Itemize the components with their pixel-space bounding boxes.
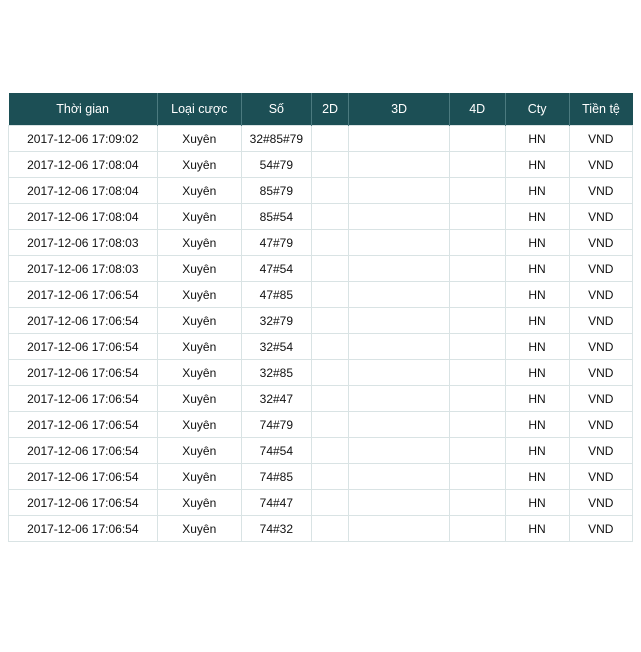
cell-number: 74#32 [241, 516, 311, 542]
table-row[interactable] [9, 516, 633, 542]
cell-3d [349, 204, 449, 230]
cell-2d [311, 490, 349, 516]
cell-4d [449, 126, 505, 152]
cell-cty: HN [505, 256, 569, 282]
cell-currency: VND [569, 438, 632, 464]
cell-cty: HN [505, 334, 569, 360]
cell-currency: VND [569, 282, 632, 308]
cell-2d [311, 152, 349, 178]
cell-cty: HN [505, 386, 569, 412]
column-header-currency[interactable]: Tiền tệ [569, 93, 632, 126]
cell-4d [449, 256, 505, 282]
cell-time: 2017-12-06 17:06:54 [9, 334, 158, 360]
cell-time: 2017-12-06 17:06:54 [9, 464, 158, 490]
cell-time: 2017-12-06 17:09:02 [9, 126, 158, 152]
cell-3d [349, 256, 449, 282]
cell-currency: VND [569, 490, 632, 516]
table-row[interactable] [9, 282, 633, 308]
cell-bet-type: Xuyên [157, 256, 241, 282]
cell-currency: VND [569, 386, 632, 412]
cell-number: 32#54 [241, 334, 311, 360]
table-header [9, 93, 633, 126]
cell-bet-type: Xuyên [157, 438, 241, 464]
cell-currency: VND [569, 334, 632, 360]
cell-bet-type: Xuyên [157, 334, 241, 360]
cell-number: 85#54 [241, 204, 311, 230]
cell-2d [311, 516, 349, 542]
table-row[interactable] [9, 412, 633, 438]
cell-2d [311, 282, 349, 308]
cell-number: 32#85 [241, 360, 311, 386]
cell-number: 32#47 [241, 386, 311, 412]
table-row[interactable] [9, 204, 633, 230]
cell-2d [311, 126, 349, 152]
column-header-number[interactable]: Số [241, 93, 311, 126]
cell-bet-type: Xuyên [157, 386, 241, 412]
cell-3d [349, 490, 449, 516]
cell-time: 2017-12-06 17:06:54 [9, 438, 158, 464]
table-row[interactable] [9, 178, 633, 204]
cell-bet-type: Xuyên [157, 204, 241, 230]
table-row[interactable] [9, 386, 633, 412]
table-row[interactable] [9, 490, 633, 516]
cell-number: 54#79 [241, 152, 311, 178]
cell-3d [349, 360, 449, 386]
cell-cty: HN [505, 308, 569, 334]
column-header-time[interactable]: Thời gian [9, 93, 158, 126]
cell-2d [311, 308, 349, 334]
cell-4d [449, 178, 505, 204]
cell-currency: VND [569, 308, 632, 334]
table-row[interactable] [9, 334, 633, 360]
cell-time: 2017-12-06 17:06:54 [9, 360, 158, 386]
cell-time: 2017-12-06 17:08:04 [9, 178, 158, 204]
cell-number: 74#47 [241, 490, 311, 516]
cell-number: 85#79 [241, 178, 311, 204]
cell-2d [311, 360, 349, 386]
cell-3d [349, 386, 449, 412]
cell-time: 2017-12-06 17:06:54 [9, 516, 158, 542]
cell-3d [349, 230, 449, 256]
cell-3d [349, 334, 449, 360]
cell-3d [349, 126, 449, 152]
cell-number: 32#85#79 [241, 126, 311, 152]
cell-4d [449, 334, 505, 360]
cell-2d [311, 204, 349, 230]
cell-cty: HN [505, 490, 569, 516]
table-row[interactable] [9, 126, 633, 152]
cell-2d [311, 438, 349, 464]
table-row[interactable] [9, 152, 633, 178]
cell-bet-type: Xuyên [157, 152, 241, 178]
table-row[interactable] [9, 360, 633, 386]
column-header-cty[interactable]: Cty [505, 93, 569, 126]
cell-currency: VND [569, 178, 632, 204]
cell-currency: VND [569, 256, 632, 282]
cell-number: 47#79 [241, 230, 311, 256]
cell-currency: VND [569, 412, 632, 438]
cell-time: 2017-12-06 17:08:03 [9, 230, 158, 256]
cell-3d [349, 464, 449, 490]
cell-4d [449, 282, 505, 308]
cell-4d [449, 438, 505, 464]
cell-time: 2017-12-06 17:06:54 [9, 308, 158, 334]
bet-history-table-container [8, 93, 633, 542]
cell-3d [349, 516, 449, 542]
cell-currency: VND [569, 230, 632, 256]
cell-4d [449, 386, 505, 412]
table-header-row [9, 93, 633, 126]
cell-currency: VND [569, 516, 632, 542]
cell-time: 2017-12-06 17:08:04 [9, 152, 158, 178]
cell-3d [349, 438, 449, 464]
cell-2d [311, 464, 349, 490]
cell-2d [311, 334, 349, 360]
column-header-2d[interactable]: 2D [311, 93, 349, 126]
cell-bet-type: Xuyên [157, 360, 241, 386]
cell-cty: HN [505, 438, 569, 464]
cell-3d [349, 178, 449, 204]
cell-number: 74#79 [241, 412, 311, 438]
cell-4d [449, 360, 505, 386]
cell-bet-type: Xuyên [157, 490, 241, 516]
cell-number: 74#54 [241, 438, 311, 464]
cell-cty: HN [505, 516, 569, 542]
table-row[interactable] [9, 308, 633, 334]
cell-time: 2017-12-06 17:06:54 [9, 282, 158, 308]
cell-currency: VND [569, 204, 632, 230]
cell-number: 47#85 [241, 282, 311, 308]
cell-bet-type: Xuyên [157, 282, 241, 308]
column-header-bet-type[interactable]: Loại cược [157, 93, 241, 126]
cell-time: 2017-12-06 17:08:04 [9, 204, 158, 230]
cell-time: 2017-12-06 17:06:54 [9, 386, 158, 412]
cell-currency: VND [569, 360, 632, 386]
cell-currency: VND [569, 126, 632, 152]
cell-bet-type: Xuyên [157, 230, 241, 256]
bet-history-table [8, 93, 633, 542]
table-row[interactable] [9, 464, 633, 490]
cell-bet-type: Xuyên [157, 308, 241, 334]
cell-cty: HN [505, 152, 569, 178]
cell-currency: VND [569, 464, 632, 490]
table-body [9, 126, 633, 542]
cell-3d [349, 412, 449, 438]
cell-bet-type: Xuyên [157, 178, 241, 204]
table-row[interactable] [9, 230, 633, 256]
cell-4d [449, 464, 505, 490]
cell-time: 2017-12-06 17:06:54 [9, 490, 158, 516]
cell-4d [449, 308, 505, 334]
column-header-4d[interactable]: 4D [449, 93, 505, 126]
cell-cty: HN [505, 464, 569, 490]
cell-number: 74#85 [241, 464, 311, 490]
cell-cty: HN [505, 178, 569, 204]
cell-4d [449, 516, 505, 542]
cell-4d [449, 412, 505, 438]
cell-cty: HN [505, 126, 569, 152]
cell-3d [349, 308, 449, 334]
cell-cty: HN [505, 282, 569, 308]
cell-4d [449, 490, 505, 516]
cell-2d [311, 412, 349, 438]
cell-bet-type: Xuyên [157, 464, 241, 490]
cell-2d [311, 230, 349, 256]
cell-currency: VND [569, 152, 632, 178]
cell-2d [311, 386, 349, 412]
cell-4d [449, 204, 505, 230]
cell-number: 47#54 [241, 256, 311, 282]
cell-3d [349, 152, 449, 178]
cell-2d [311, 256, 349, 282]
cell-bet-type: Xuyên [157, 126, 241, 152]
cell-bet-type: Xuyên [157, 412, 241, 438]
cell-number: 32#79 [241, 308, 311, 334]
cell-time: 2017-12-06 17:06:54 [9, 412, 158, 438]
cell-4d [449, 230, 505, 256]
cell-4d [449, 152, 505, 178]
table-row[interactable] [9, 256, 633, 282]
column-header-3d[interactable]: 3D [349, 93, 449, 126]
cell-cty: HN [505, 230, 569, 256]
cell-cty: HN [505, 204, 569, 230]
cell-3d [349, 282, 449, 308]
cell-2d [311, 178, 349, 204]
cell-bet-type: Xuyên [157, 516, 241, 542]
cell-cty: HN [505, 360, 569, 386]
cell-time: 2017-12-06 17:08:03 [9, 256, 158, 282]
table-row[interactable] [9, 438, 633, 464]
cell-cty: HN [505, 412, 569, 438]
